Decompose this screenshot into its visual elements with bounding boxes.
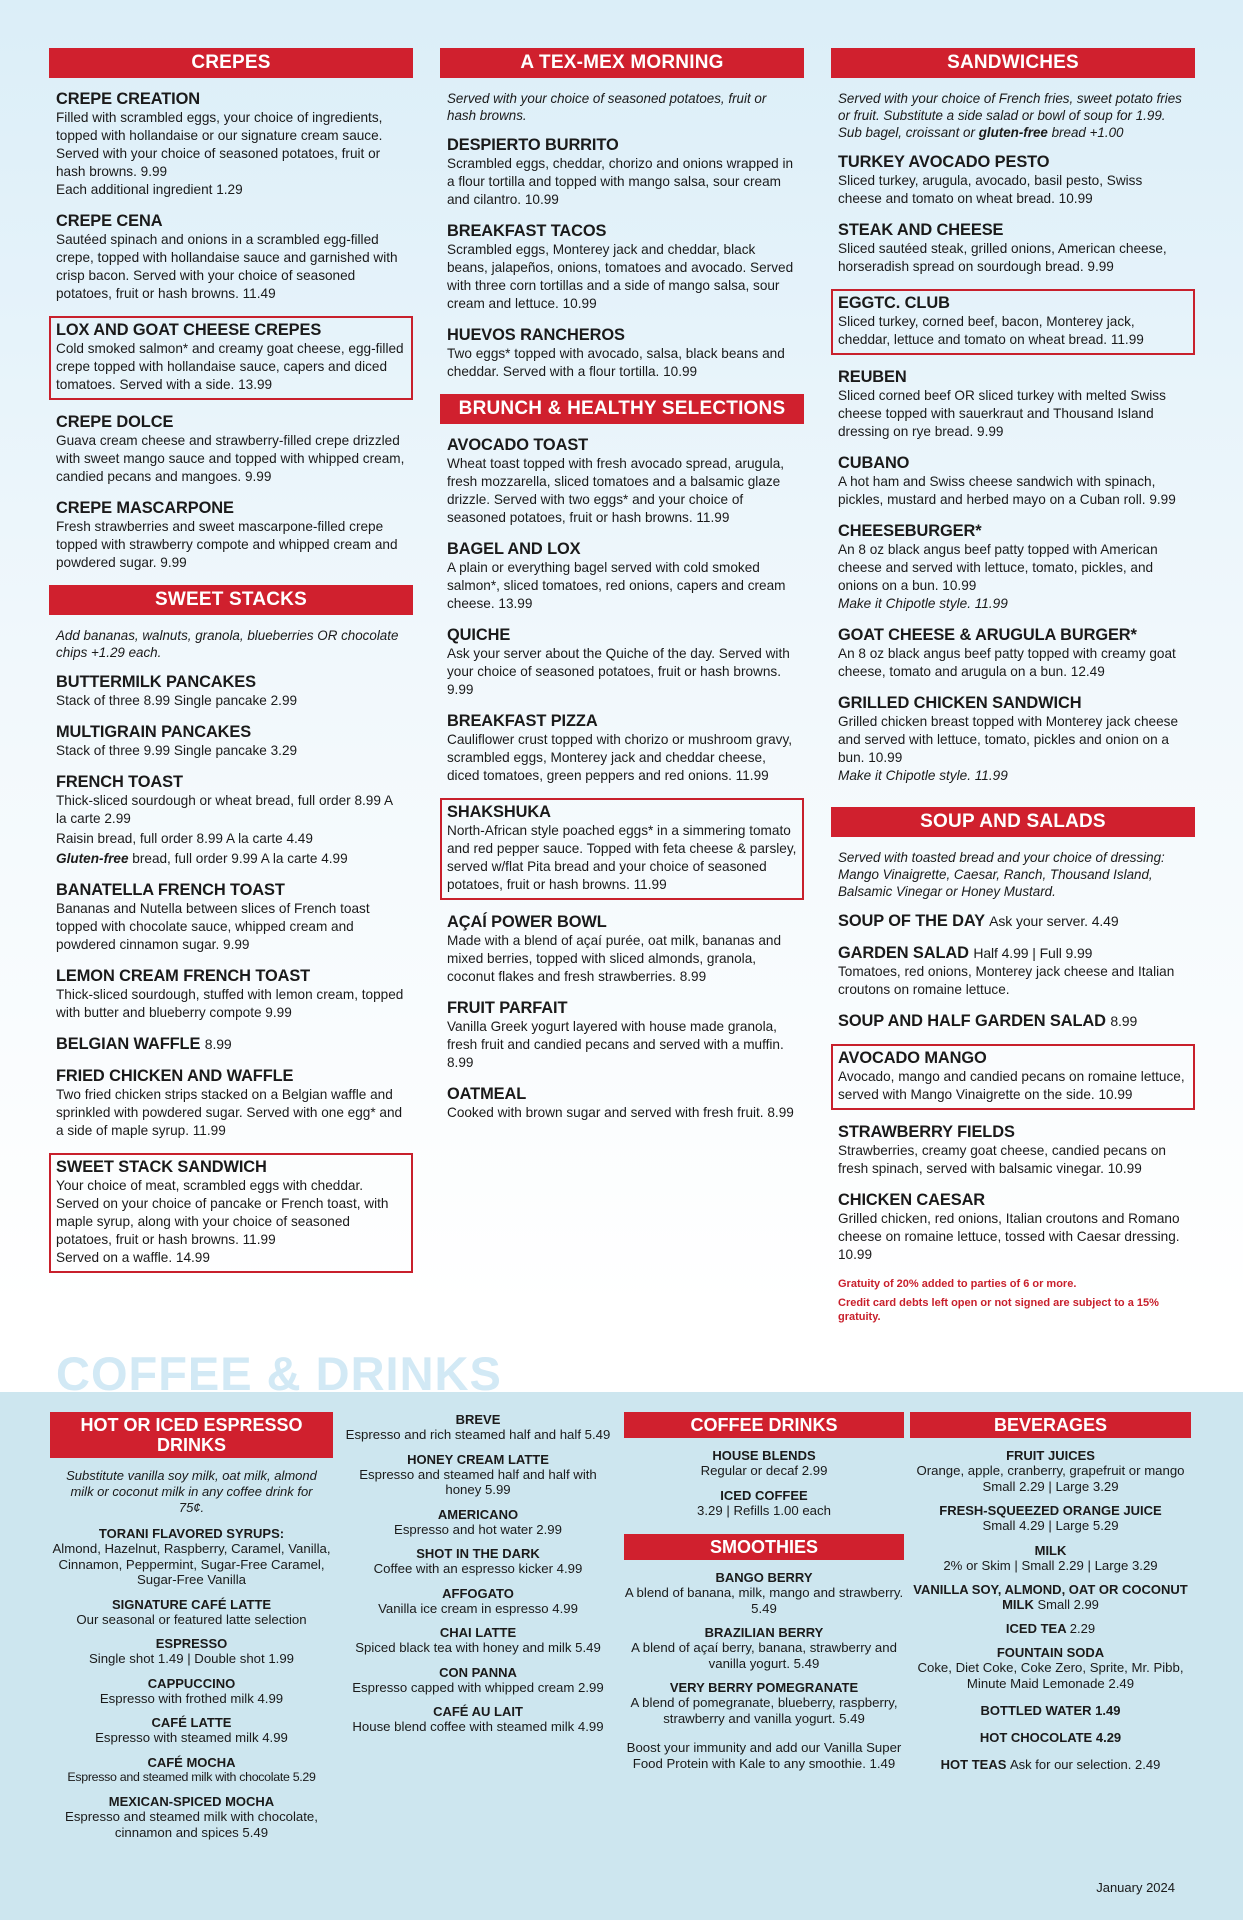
menu-item [49, 723, 413, 760]
drink-desc: Espresso and steamed milk with chocolate, cinnamon and spices 5.49 [65, 1809, 318, 1840]
section-intro: Substitute vanilla soy milk, oat milk, almond milk or coconut milk in any coffee drink for 75¢. [66, 1468, 317, 1515]
drink-item [624, 1625, 904, 1671]
drink-name: VERY BERRY POMEGRANATE [669, 1680, 859, 1695]
item-price: Ask your server. 4.49 [989, 913, 1119, 929]
drink-desc: 3.29 | Refills 1.00 each [697, 1502, 831, 1518]
item-desc: Thick-sliced sourdough, stuffed with lemon cream, topped with butter and blueberry compote 9.99 [56, 987, 404, 1020]
menu-item [49, 413, 413, 486]
item-extra: Each additional ingredient 1.29 [56, 182, 243, 197]
item-name: DESPIERTO BURRITO [447, 136, 619, 154]
drink-name: ESPRESSO [155, 1636, 228, 1651]
drink-item [345, 1546, 611, 1577]
menu-item [49, 1067, 413, 1140]
menu-date: January 2024 [1096, 1880, 1175, 1895]
item-desc: Two fried chicken strips stacked on a Belgian waffle and sprinkled with powdered sugar. Served with one egg* and a side of maple syrup. 11.99 [56, 1087, 403, 1138]
menu-item [831, 221, 1195, 276]
drink-item [910, 1448, 1191, 1494]
drink-name-text: HOT TEAS [940, 1757, 1007, 1772]
drink-name: CON PANNA [439, 1664, 517, 1680]
drink-item [50, 1676, 333, 1707]
crepes-header: CREPES [49, 48, 413, 78]
drink-desc: Vanilla ice cream in espresso 4.99 [378, 1600, 578, 1616]
item-name: LOX AND GOAT CHEESE CREPES [56, 321, 322, 339]
drink-price: 4.29 [1095, 1730, 1122, 1745]
drink-desc: Spiced black tea with honey and milk 5.49 [355, 1640, 601, 1655]
item-name: EGGTC. CLUB [838, 294, 950, 312]
drink-item [910, 1582, 1191, 1612]
item-desc: Stack of three 9.99 Single pancake 3.29 [56, 743, 298, 758]
drink-desc: Espresso and rich steamed half and half 5.49 [345, 1427, 611, 1442]
gluten-free-label: gluten-free [978, 125, 1048, 140]
item-name-text: GARDEN SALAD [838, 944, 969, 962]
drink-price: Small 2.99 [1037, 1597, 1099, 1612]
item-name: BANATELLA FRENCH TOAST [56, 881, 285, 899]
drink-item [345, 1412, 611, 1443]
item-price: 8.99 [1110, 1013, 1138, 1029]
drink-name: CAFÉ MOCHA [147, 1754, 236, 1770]
drinks-column-3 [624, 1412, 904, 1780]
intro-part: Sub bagel, croissant or [838, 125, 979, 140]
drink-name [910, 1730, 1191, 1745]
drink-desc: Espresso with frothed milk 4.99 [99, 1690, 284, 1706]
drink-name: BREVE [455, 1412, 501, 1427]
drink-item [910, 1645, 1191, 1691]
item-desc: Sliced corned beef OR sliced turkey with melted Swiss cheese topped with sauerkraut and Thousand Island dressing on rye bread. 9.99 [838, 388, 1166, 439]
item-desc: Cooked with brown sugar and served with fresh fruit. 8.99 [447, 1105, 794, 1120]
section-intro-sub [838, 124, 1188, 141]
item-desc: Filled with scrambled eggs, your choice of ingredients, topped with hollandaise or our signature cream sauce. Served with your choice of seasoned potatoes, fruit or hash browns. 9.99 [56, 110, 383, 179]
item-name: AÇAÍ POWER BOWL [447, 913, 607, 931]
drink-desc: Regular or decaf 2.99 [700, 1463, 828, 1478]
item-name: CREPE CENA [56, 212, 163, 230]
item-option: Raisin bread, full order 8.99 A la carte 4.49 [56, 831, 313, 846]
menu-item [440, 999, 804, 1072]
item-name: MULTIGRAIN PANCAKES [56, 723, 252, 741]
drink-name: AMERICANO [437, 1506, 519, 1522]
gratuity-note: Credit card debts left open or not signed are subject to a 15% gratuity. [838, 1297, 1159, 1323]
drink-name-text: VANILLA SOY, ALMOND, OAT OR COCONUT MILK [913, 1582, 1188, 1612]
drinks-column-4 [910, 1412, 1191, 1781]
menu-item [49, 673, 413, 710]
drink-desc: Orange, apple, cranberry, grapefruit or mango [916, 1463, 1185, 1478]
menu-item [49, 967, 413, 1022]
menu-item [49, 773, 413, 868]
sweet-stacks-header: SWEET STACKS [49, 585, 413, 615]
gratuity-notes [831, 1277, 1195, 1324]
item-option-text: bread, full order 9.99 A la carte 4.99 [128, 851, 348, 866]
drink-item [50, 1755, 333, 1786]
featured-menu-item [440, 798, 804, 900]
drink-name-text: ICED TEA [1005, 1621, 1067, 1636]
item-name: SWEET STACK SANDWICH [56, 1158, 267, 1176]
menu-item [831, 454, 1195, 509]
drink-price: Ask for our selection. 2.49 [1010, 1757, 1161, 1772]
drink-price: Small 2.29 | Large 3.29 [982, 1478, 1119, 1494]
item-name: STEAK AND CHEESE [838, 221, 1004, 239]
drink-name: CAFÉ AU LAIT [433, 1704, 523, 1719]
item-desc: Wheat toast topped with fresh avocado spread, arugula, fresh mozzarella, sliced tomatoes and a balsamic glaze drizzle. Served with two eggs* and your choice of seasoned potatoes, fruit or hash browns. 11.99 [447, 456, 785, 525]
item-desc: An 8 oz black angus beef patty topped with creamy goat cheese, tomato and arugula on a bun. 12.49 [838, 646, 1176, 679]
item-name-text: SOUP AND HALF GARDEN SALAD [838, 1012, 1106, 1030]
item-name: SHAKSHUKA [447, 803, 551, 821]
item-name: GOAT CHEESE & ARUGULA BURGER* [838, 626, 1137, 644]
drink-name: FRESH-SQUEEZED ORANGE JUICE [939, 1503, 1162, 1518]
item-name: BAGEL AND LOX [447, 540, 581, 558]
drink-desc: A blend of banana, milk, mango and strawberry. 5.49 [624, 1585, 904, 1616]
drink-item [50, 1794, 333, 1840]
item-desc: Your choice of meat, scrambled eggs with cheddar. Served on your choice of pancake or French toast, with maple syrup, along with your choice of seasoned potatoes, fruit or hash browns. 11.99 [56, 1178, 389, 1247]
item-extra: Make it Chipotle style. 11.99 [838, 596, 1008, 611]
item-desc: Sautéed spinach and onions in a scrambled egg-filled crepe, topped with hollandaise sauce and garnished with crisp bacon. Served with your choice of seasoned potatoes, fruit or hash browns. 11.49 [56, 232, 398, 301]
item-desc: Thick-sliced sourdough or wheat bread, full order 8.99 A la carte 2.99 [56, 793, 393, 826]
item-desc: Cauliflower crust topped with chorizo or mushroom gravy, scrambled eggs, Monterey jack and cheddar cheese, diced tomatoes, green peppers and red onions. 11.99 [447, 732, 793, 783]
drink-item [910, 1757, 1191, 1772]
menu-column-1 [49, 48, 413, 1286]
menu-item [440, 436, 804, 527]
item-name: OATMEAL [447, 1085, 527, 1103]
drink-name [910, 1703, 1191, 1718]
item-extra: Make it Chipotle style. 11.99 [838, 768, 1008, 783]
item-name [838, 1012, 1188, 1031]
item-price: Half 4.99 | Full 9.99 [973, 945, 1093, 961]
drink-item [345, 1507, 611, 1538]
item-desc: Grilled chicken breast topped with Monterey jack cheese and served with lettuce, tomato, pickles and onion on a bun. 10.99 [838, 714, 1179, 765]
boost-text: Boost your immunity and add our Vanilla Super Food Protein with Kale to any smoothie. 1.49 [626, 1740, 902, 1771]
drink-name-text: BOTTLED WATER [980, 1703, 1092, 1718]
drink-name: MILK [1034, 1542, 1067, 1558]
drink-desc: Coffee with an espresso kicker 4.99 [373, 1561, 583, 1576]
item-desc: Vanilla Greek yogurt layered with house made granola, fresh fruit and candied pecans and served with a muffin. 8.99 [447, 1019, 784, 1070]
drink-name: MEXICAN-SPICED MOCHA [108, 1794, 275, 1809]
item-name [838, 912, 1188, 931]
item-name: AVOCADO TOAST [447, 436, 589, 454]
item-desc: Fresh strawberries and sweet mascarpone-filled crepe topped with strawberry compote and whipped cream and powdered sugar. 9.99 [56, 519, 398, 570]
menu-item [440, 626, 804, 699]
menu-item [831, 944, 1195, 999]
menu-item [440, 540, 804, 613]
drink-desc: Espresso and steamed milk with chocolate 5.29 [67, 1769, 316, 1784]
item-name: FRUIT PARFAIT [447, 999, 568, 1017]
drink-desc: Espresso and hot water 2.99 [394, 1521, 562, 1537]
item-name: HUEVOS RANCHEROS [447, 326, 625, 344]
drink-name: AFFOGATO [442, 1585, 514, 1601]
item-name: QUICHE [447, 626, 511, 644]
item-desc: Scrambled eggs, cheddar, chorizo and onions wrapped in a flour tortilla and topped with mango salsa, sour cream and cilantro. 10.99 [447, 156, 794, 207]
brunch-header: BRUNCH & HEALTHY SELECTIONS [440, 394, 804, 424]
beverages-header: BEVERAGES [910, 1412, 1191, 1438]
drink-item [910, 1543, 1191, 1574]
menu-item [440, 136, 804, 209]
featured-menu-item [831, 1044, 1195, 1110]
drink-item [910, 1503, 1191, 1534]
item-desc: A plain or everything bagel served with cold smoked salmon*, sliced tomatoes, red onions, capers and cream cheese. 13.99 [447, 560, 786, 611]
item-desc: An 8 oz black angus beef patty topped with American cheese and served with lettuce, tomato, pickles, and onions on a bun. 10.99 [838, 542, 1158, 593]
gluten-free-label: Gluten-free [56, 851, 129, 866]
menu-column-2 [440, 48, 804, 1135]
drink-name: CAFÉ LATTE [151, 1715, 232, 1730]
drink-item [910, 1621, 1191, 1636]
drink-name: HOUSE BLENDS [712, 1448, 816, 1463]
menu-item [49, 90, 413, 199]
menu-item [440, 913, 804, 986]
item-desc: Sliced turkey, arugula, avocado, basil pesto, Swiss cheese and tomato on wheat bread. 10.99 [838, 173, 1143, 206]
drink-desc: 2% or Skim | Small 2.29 | Large 3.29 [943, 1557, 1158, 1573]
item-desc: Stack of three 8.99 Single pancake 2.99 [56, 693, 298, 708]
menu-item [831, 1191, 1195, 1264]
item-name-text: BELGIAN WAFFLE [56, 1035, 201, 1053]
drink-desc: Our seasonal or featured latte selection [76, 1611, 307, 1627]
section-intro: Served with your choice of seasoned potatoes, fruit or hash browns. [447, 91, 767, 123]
item-desc: Two eggs* topped with avocado, salsa, black beans and cheddar. Served with a flour tortilla. 10.99 [447, 346, 785, 379]
item-extra: Served on a waffle. 14.99 [56, 1250, 210, 1265]
drink-name: SIGNATURE CAFÉ LATTE [111, 1596, 272, 1612]
item-name [838, 944, 1188, 963]
drink-name: FOUNTAIN SODA [996, 1645, 1105, 1660]
item-name: CHICKEN CAESAR [838, 1191, 986, 1209]
drink-desc: Espresso with steamed milk 4.99 [95, 1730, 288, 1745]
menu-item [49, 1035, 413, 1054]
section-intro: Add bananas, walnuts, granola, blueberries OR chocolate chips +1.29 each. [56, 628, 399, 660]
item-desc: Made with a blend of açaí purée, oat milk, bananas and mixed berries, topped with sliced almonds, granola, coconut flakes and fresh strawberries. 8.99 [447, 933, 782, 984]
drink-desc: Coke, Diet Coke, Coke Zero, Sprite, Mr. Pibb, Minute Maid Lemonade 2.49 [917, 1660, 1184, 1691]
item-name: BREAKFAST TACOS [447, 222, 607, 240]
drink-name: HONEY CREAM LATTE [407, 1451, 549, 1467]
drink-price: 2.29 [1069, 1621, 1096, 1636]
drink-item [345, 1452, 611, 1498]
item-name: CREPE MASCARPONE [56, 499, 234, 517]
gratuity-note: Gratuity of 20% added to parties of 6 or more. [838, 1278, 1077, 1290]
menu-item [440, 222, 804, 313]
drink-desc: Espresso and steamed half and half with honey 5.99 [359, 1466, 597, 1497]
item-name: FRENCH TOAST [56, 773, 183, 791]
item-option [56, 850, 406, 868]
drink-name [910, 1757, 1191, 1772]
menu-item [831, 153, 1195, 208]
drink-name: BANGO BERRY [715, 1570, 813, 1585]
drink-name-text: HOT CHOCOLATE [979, 1730, 1093, 1745]
texmex-header: A TEX-MEX MORNING [440, 48, 804, 78]
menu-item [831, 522, 1195, 613]
espresso-header: HOT OR ICED ESPRESSO DRINKS [50, 1412, 333, 1458]
item-name: CREPE DOLCE [56, 413, 174, 431]
drink-item [345, 1625, 611, 1656]
item-name: BUTTERMILK PANCAKES [56, 673, 256, 691]
drink-desc: House blend coffee with steamed milk 4.99 [352, 1719, 604, 1734]
coffee-drinks-header: COFFEE DRINKS [624, 1412, 904, 1438]
menu-item [831, 1012, 1195, 1031]
intro-part: bread +1.00 [1047, 125, 1124, 140]
menu-item [831, 912, 1195, 931]
item-name: CUBANO [838, 454, 910, 472]
item-desc: Scrambled eggs, Monterey jack and cheddar, black beans, jalapeños, onions, tomatoes and avocado. Served with three corn tortillas and a side of mango salsa, sour cream and lettuce. 10.99 [447, 242, 794, 311]
item-desc: North-African style poached eggs* in a simmering tomato and red pepper sauce. Topped with feta cheese & parsley, served w/flat Pita bread and your choice of seasoned potatoes, fruit or hash browns. 11.99 [447, 823, 797, 892]
drink-item [624, 1488, 904, 1519]
drink-item [910, 1730, 1191, 1745]
item-desc: Sliced sautéed steak, grilled onions, American cheese, horseradish spread on sourdough bread. 9.99 [838, 241, 1167, 274]
sandwiches-header: SANDWICHES [831, 48, 1195, 78]
drinks-title: COFFEE & DRINKS [56, 1347, 502, 1400]
drink-item [624, 1448, 904, 1479]
drink-desc: Almond, Hazelnut, Raspberry, Caramel, Vanilla, Cinnamon, Peppermint, Sugar-Free Caramel, Sugar-Free Vanilla [52, 1541, 331, 1587]
drink-item [345, 1704, 611, 1735]
smoothie-boost-note [624, 1740, 904, 1771]
menu-item [49, 499, 413, 572]
item-desc: Strawberries, creamy goat cheese, candied pecans on fresh spinach, served with balsamic vinegar. 10.99 [838, 1143, 1166, 1176]
item-name: REUBEN [838, 368, 907, 386]
item-name: LEMON CREAM FRENCH TOAST [56, 967, 311, 985]
drink-item [624, 1680, 904, 1726]
drink-name: CAPPUCCINO [147, 1675, 236, 1691]
item-price: 8.99 [204, 1036, 232, 1052]
menu-item [831, 368, 1195, 441]
menu-item [440, 326, 804, 381]
drink-item [50, 1526, 333, 1588]
menu-item [49, 881, 413, 954]
item-desc: Tomatoes, red onions, Monterey jack cheese and Italian croutons on romaine lettuce. [838, 964, 1175, 997]
soup-salads-header: SOUP AND SALADS [831, 807, 1195, 837]
item-desc: Avocado, mango and candied pecans on romaine lettuce, served with Mango Vinaigrette on the side. 10.99 [838, 1069, 1185, 1102]
drink-name: BRAZILIAN BERRY [704, 1625, 824, 1640]
drink-item [50, 1597, 333, 1628]
drink-desc: A blend of pomegranate, blueberry, raspberry, strawberry and vanilla yogurt. 5.49 [630, 1695, 898, 1726]
menu-item [440, 712, 804, 785]
item-name [56, 1035, 406, 1054]
menu-item [440, 1085, 804, 1122]
menu-item [831, 1123, 1195, 1178]
featured-menu-item [49, 316, 413, 400]
drink-price: 1.49 [1095, 1703, 1121, 1718]
item-name: STRAWBERRY FIELDS [838, 1123, 1015, 1141]
menu-item [49, 212, 413, 303]
drink-name: CHAI LATTE [439, 1625, 517, 1640]
drink-item [345, 1586, 611, 1617]
item-name: CHEESEBURGER* [838, 522, 982, 540]
item-name: FRIED CHICKEN AND WAFFLE [56, 1067, 294, 1085]
drink-desc: A blend of açaí berry, banana, strawberry and vanilla yogurt. 5.49 [631, 1640, 897, 1671]
item-name: AVOCADO MANGO [838, 1049, 987, 1067]
drink-desc: Espresso capped with whipped cream 2.99 [352, 1679, 604, 1695]
section-intro [831, 90, 1195, 141]
section-intro: Served with toasted bread and your choice of dressing: Mango Vinaigrette, Caesar, Ranch, Thousand Island, Balsamic Vinegar or Honey Mustard. [838, 850, 1165, 899]
item-desc: Cold smoked salmon* and creamy goat cheese, egg-filled crepe topped with hollandaise sauce, capers and diced tomatoes. Served with a side. 13.99 [56, 341, 404, 392]
smoothies-header: SMOOTHIES [624, 1534, 904, 1560]
item-desc: Guava cream cheese and strawberry-filled crepe drizzled with sweet mango sauce and topped with whipped cream, candied pecans and mangoes. 9.99 [56, 433, 405, 484]
item-name-text: SOUP OF THE DAY [838, 912, 985, 930]
drink-item [624, 1570, 904, 1616]
item-desc: Sliced turkey, corned beef, bacon, Monterey jack, cheddar, lettuce and tomato on wheat bread. 11.99 [838, 314, 1144, 347]
item-desc: Grilled chicken, red onions, Italian croutons and Romano cheese on romaine lettuce, tossed with Caesar dressing. 10.99 [838, 1211, 1180, 1262]
drink-item [345, 1665, 611, 1696]
menu-item [831, 626, 1195, 681]
drink-name: FRUIT JUICES [1006, 1448, 1095, 1463]
drink-name [910, 1582, 1191, 1612]
item-name: CREPE CREATION [56, 90, 201, 108]
item-name: BREAKFAST PIZZA [447, 712, 598, 730]
featured-menu-item [831, 289, 1195, 355]
drink-name: TORANI FLAVORED SYRUPS: [98, 1526, 285, 1541]
item-desc: Ask your server about the Quiche of the day. Served with your choice of seasoned potatoes, fruit or hash browns. 9.99 [447, 646, 790, 697]
drink-name: SHOT IN THE DARK [416, 1546, 540, 1561]
drinks-column-2 [345, 1412, 611, 1744]
drink-item [910, 1703, 1191, 1718]
item-desc: Bananas and Nutella between slices of French toast topped with chocolate sauce, whipped cream and powdered cinnamon sugar. 9.99 [56, 901, 370, 952]
drink-desc: Small 4.29 | Large 5.29 [982, 1518, 1119, 1533]
item-name: GRILLED CHICKEN SANDWICH [838, 694, 1082, 712]
section-intro-text: Served with your choice of French fries, sweet potato fries or fruit. Substitute a side salad or bowl of soup for 1.99. [838, 91, 1182, 123]
item-desc: A hot ham and Swiss cheese sandwich with spinach, pickles, mustard and herbed mayo on a Cuban roll. 9.99 [838, 474, 1176, 507]
drink-name [910, 1621, 1191, 1636]
featured-menu-item [49, 1153, 413, 1273]
menu-item [831, 694, 1195, 785]
drink-name: ICED COFFEE [720, 1487, 808, 1503]
drinks-column-1 [50, 1412, 333, 1849]
drink-item [50, 1715, 333, 1746]
drink-desc: Single shot 1.49 | Double shot 1.99 [88, 1651, 295, 1666]
item-name: TURKEY AVOCADO PESTO [838, 153, 1050, 171]
menu-column-3 [831, 48, 1195, 1329]
drink-item [50, 1636, 333, 1667]
